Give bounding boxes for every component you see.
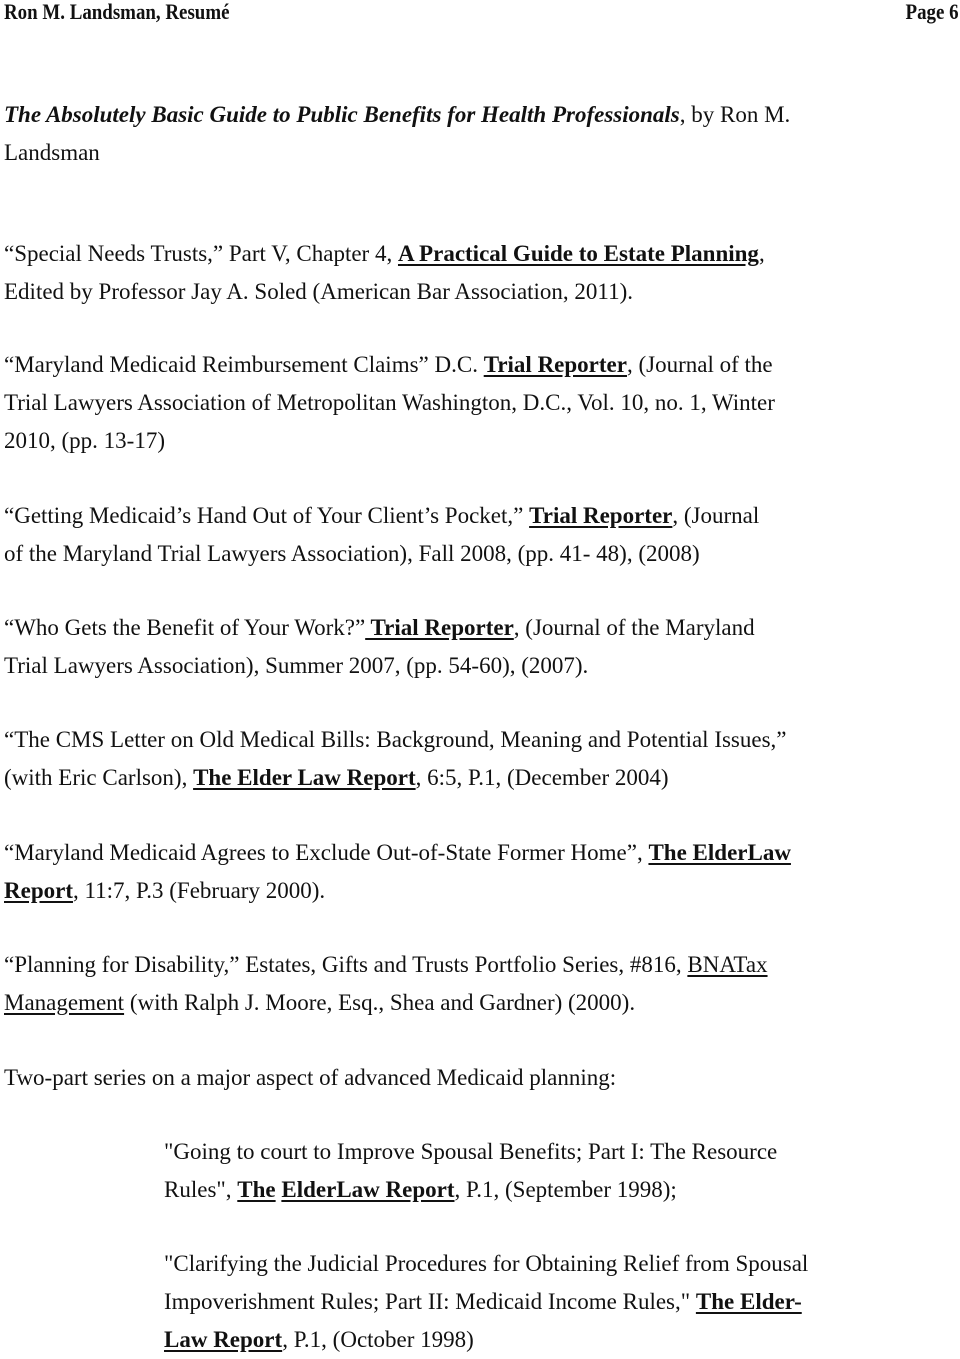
citation-text: Trial Lawyers Association of Metropolitan Washington, D.C., Vol. 10, no. 1, Winter [4, 390, 775, 415]
citation-text: , P.1, (October 1998) [282, 1327, 474, 1352]
citation-text: "Going to court to Improve Spousal Benefits; Part I: The Resource [164, 1139, 778, 1164]
publication-title: The Elder- [695, 1289, 802, 1314]
publication-title: A Practical Guide to Estate Planning [397, 241, 759, 266]
entry-line [4, 647, 958, 685]
page-header [4, 0, 959, 30]
entry-line [4, 1059, 958, 1097]
entry-line [4, 609, 958, 647]
publication-entry [4, 721, 958, 797]
publication-entry [4, 96, 958, 172]
entry-line [164, 1283, 958, 1321]
publication-title: Trial Reporter [529, 503, 673, 528]
publication-title: Management [4, 990, 125, 1015]
entry-line [164, 1171, 958, 1209]
entry-line [4, 235, 958, 273]
citation-text: "Clarifying the Judicial Procedures for Obtaining Relief from Spousal [164, 1251, 809, 1276]
publication-entry [4, 235, 958, 311]
citation-text: , (Journal [672, 503, 760, 528]
publication-entry [164, 1245, 958, 1359]
citation-text: Trial Lawyers Association), Summer 2007, (pp. 54-60), (2007). [4, 653, 589, 678]
publication-title: Law Report [164, 1327, 283, 1352]
citation-text: “Who Gets the Benefit of Your Work?” [4, 615, 366, 640]
publication-entry [4, 834, 958, 910]
entry-line [4, 759, 958, 797]
resume-title: Ron M. Landsman, Resumé [4, 0, 230, 24]
citation-text: (with Ralph J. Moore, Esq., Shea and Gardner) (2000). [124, 990, 636, 1015]
entry-line [4, 535, 958, 573]
publication-entry [4, 946, 958, 1022]
citation-text: Edited by Professor Jay A. Soled (American Bar Association, 2011). [4, 279, 633, 304]
entry-line [4, 384, 958, 422]
publication-title: BNATax [687, 952, 768, 977]
entry-line [4, 96, 958, 134]
citation-text: “Maryland Medicaid Reimbursement Claims” D.C. [4, 352, 484, 377]
citation-text: , (Journal of the [626, 352, 773, 377]
publication-title: The [237, 1177, 276, 1202]
entry-line [4, 721, 958, 759]
publication-title: Trial Reporter [365, 615, 514, 640]
entry-line [4, 872, 958, 910]
citation-text: “The CMS Letter on Old Medical Bills: Background, Meaning and Potential Issues,” [4, 727, 787, 752]
publication-entry [4, 497, 958, 573]
citation-text: (with Eric Carlson), [4, 765, 194, 790]
publication-entry [4, 346, 958, 460]
page-number: Page 6 [905, 0, 959, 24]
citation-text: Two-part series on a major aspect of advanced Medicaid planning: [4, 1065, 617, 1090]
publication-title: ElderLaw Report [281, 1177, 455, 1202]
citation-text: 2010, (pp. 13-17) [4, 428, 165, 453]
citation-text: “Special Needs Trusts,” Part V, Chapter 4, [4, 241, 398, 266]
citation-text: Landsman [4, 140, 100, 165]
publication-title: The ElderLaw [648, 840, 791, 865]
publication-entry [4, 609, 958, 685]
publication-title: The Absolutely Basic Guide to Public Benefits for Health Professionals [4, 102, 680, 127]
citation-text: Rules", [164, 1177, 238, 1202]
entry-line [164, 1321, 958, 1359]
citation-text: , by Ron M. [679, 102, 791, 127]
entry-line [164, 1245, 958, 1283]
entry-line [4, 346, 958, 384]
citation-text: Impoverishment Rules; Part II: Medicaid Income Rules," [164, 1289, 696, 1314]
entry-line [4, 946, 958, 984]
publication-title: Trial Reporter [483, 352, 627, 377]
citation-text: , (Journal of the Maryland [513, 615, 755, 640]
citation-text: of the Maryland Trial Lawyers Association), Fall 2008, (pp. 41- 48), (2008) [4, 541, 700, 566]
entry-line [4, 497, 958, 535]
section-intro [4, 1059, 958, 1097]
citation-text: , P.1, (September 1998); [454, 1177, 677, 1202]
entry-line [4, 134, 958, 172]
publication-title: The Elder Law Report [193, 765, 416, 790]
publication-entry [164, 1133, 958, 1209]
citation-text: , 6:5, P.1, (December 2004) [415, 765, 669, 790]
citation-text: , 11:7, P.3 (February 2000). [72, 878, 326, 903]
entry-line [4, 984, 958, 1022]
citation-text: “Maryland Medicaid Agrees to Exclude Out-of-State Former Home”, [4, 840, 649, 865]
entry-line [4, 273, 958, 311]
citation-text: “Planning for Disability,” Estates, Gifts and Trusts Portfolio Series, #816, [4, 952, 688, 977]
publication-title: Report [4, 878, 73, 903]
entry-line [4, 422, 958, 460]
citation-text: “Getting Medicaid’s Hand Out of Your Client’s Pocket,” [4, 503, 530, 528]
citation-text: , [758, 241, 765, 266]
entry-line [164, 1133, 958, 1171]
entry-line [4, 834, 958, 872]
